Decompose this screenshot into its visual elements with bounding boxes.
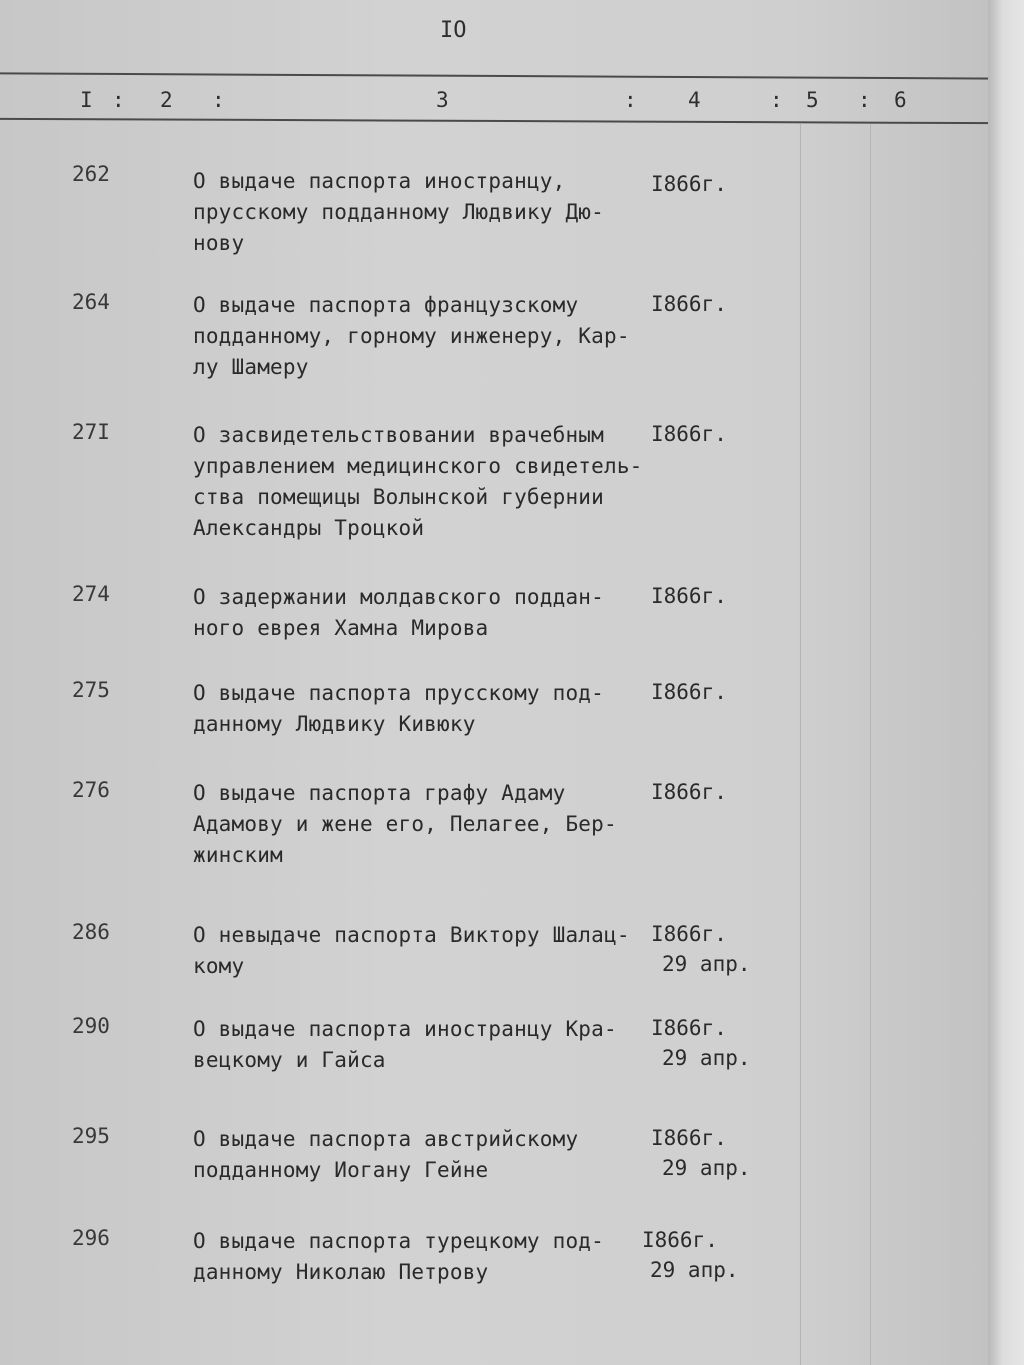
entry-title: О невыдаче паспорта Виктору Шалац- кому: [193, 923, 630, 978]
entry-title: О выдаче паспорта французскому подданному, горному инженеру, Кар- лу Шамеру: [193, 293, 630, 379]
entry-date: 29 апр.: [650, 1258, 739, 1282]
entry-number: 27I: [72, 420, 110, 444]
column-divider: [870, 124, 871, 1365]
header-top-rule: [0, 72, 1000, 79]
column-separator: :: [624, 88, 637, 112]
column-separator: :: [858, 88, 871, 112]
column-separator: :: [770, 88, 783, 112]
column-header-4: 4: [688, 88, 701, 112]
entry-date: 29 апр.: [662, 1046, 751, 1070]
entry-title: О выдаче паспорта турецкому под- данному Николаю Петрову: [193, 1229, 604, 1284]
entry-year: I866г.: [642, 1228, 718, 1252]
entry-year: I866г.: [651, 1126, 727, 1150]
entry-year: I866г.: [651, 780, 727, 804]
entry-date: 29 апр.: [662, 952, 751, 976]
entry-number: 264: [72, 290, 110, 314]
entry-year: I866г.: [651, 584, 727, 608]
entry-title: О выдаче паспорта иностранцу Кра- вецкому и Гайса: [193, 1017, 617, 1072]
column-header-2: 2: [160, 88, 173, 112]
entry-title: О выдаче паспорта иностранцу, прусскому подданному Людвику Дю- нову: [193, 169, 604, 255]
entry-number: 295: [72, 1124, 110, 1148]
column-header-1: I: [80, 88, 93, 112]
entry-number: 286: [72, 920, 110, 944]
header-bottom-rule: [0, 118, 1000, 124]
entry-year: I866г.: [651, 1016, 727, 1040]
page-number: IO: [440, 18, 467, 43]
entry-year: I866г.: [651, 292, 727, 316]
entry-year: I866г.: [651, 922, 727, 946]
entry-number: 262: [72, 162, 110, 186]
entry-date: 29 апр.: [662, 1156, 751, 1180]
page-edge: [988, 0, 1024, 1365]
column-header-5: 5: [806, 88, 819, 112]
entry-title: О выдаче паспорта прусскому под- данному Людвику Кивюку: [193, 681, 604, 736]
column-header-3: 3: [436, 88, 449, 112]
entry-title: О выдаче паспорта австрийскому подданному Иогану Гейне: [193, 1127, 579, 1182]
column-separator: :: [212, 88, 225, 112]
entry-title: О выдаче паспорта графу Адаму Адамову и жене его, Пелагее, Бер- жинским: [193, 781, 617, 867]
entry-number: 290: [72, 1014, 110, 1038]
entry-number: 296: [72, 1226, 110, 1250]
column-header-6: 6: [894, 88, 907, 112]
entry-title: О задержании молдавского поддан- ного еврея Хамна Мирова: [193, 585, 604, 640]
entry-year: I866г.: [651, 680, 727, 704]
column-divider: [800, 124, 801, 1365]
entry-number: 275: [72, 678, 110, 702]
column-separator: :: [112, 88, 125, 112]
entry-number: 276: [72, 778, 110, 802]
entry-year: I866г.: [651, 172, 727, 196]
entry-title: О засвидетельствовании врачебным управлением медицинского свидетель- ства помещицы Волынской губернии Александры Троцкой: [193, 423, 643, 540]
entry-number: 274: [72, 582, 110, 606]
entry-year: I866г.: [651, 422, 727, 446]
